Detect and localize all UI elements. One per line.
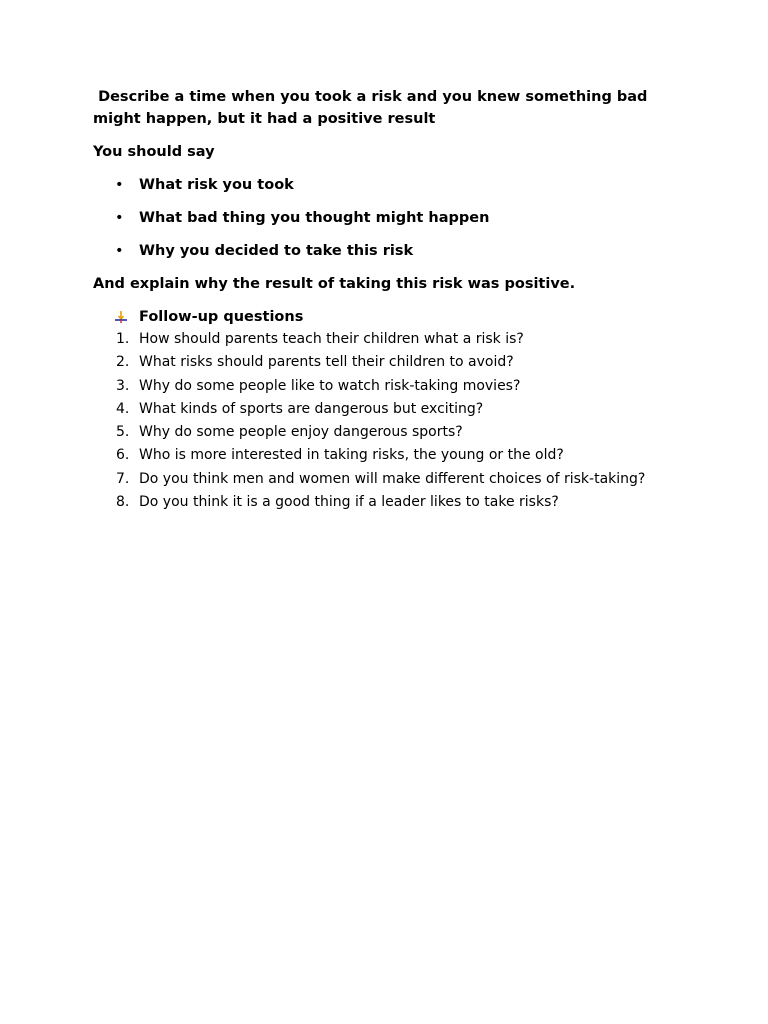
question-number: 1.: [116, 331, 130, 347]
question-text: Do you think men and women will make different choices of risk-taking?: [139, 470, 646, 487]
question-number: 4.: [116, 400, 130, 417]
question-text: How should parents teach their children what a risk is?: [139, 331, 524, 347]
list-item: [93, 375, 693, 398]
followup-heading: [93, 306, 693, 328]
list-item: [93, 328, 693, 351]
bullet-text: What risk you took: [139, 177, 294, 193]
followup-heading-text: Follow-up questions: [139, 309, 304, 325]
you-should-say-label: You should say: [93, 144, 215, 160]
list-item: [93, 444, 693, 467]
list-item: [93, 207, 693, 229]
question-number: 8.: [116, 494, 130, 511]
list-item: [93, 240, 693, 262]
question-number: 3.: [116, 377, 130, 394]
document-page: [93, 86, 693, 514]
question-number: 6.: [116, 447, 130, 464]
question-number: 2.: [116, 354, 130, 371]
question-text: Why do some people like to watch risk-taking movies?: [139, 377, 521, 394]
cue-card-title: Describe a time when you took a risk and you knew something bad might happen, but it had a positive result: [93, 89, 653, 127]
list-item: [93, 398, 693, 421]
question-number: 7.: [116, 470, 130, 487]
list-item: [93, 468, 693, 491]
question-text: What kinds of sports are dangerous but exciting?: [139, 400, 484, 417]
explain-line: And explain why the result of taking this risk was positive.: [93, 276, 576, 292]
list-item: [93, 421, 693, 444]
question-text: Do you think it is a good thing if a leader likes to take risks?: [139, 494, 559, 511]
prompt-bullet-list: [93, 174, 693, 262]
bullet-text: Why you decided to take this risk: [139, 243, 414, 259]
followup-question-list: [93, 328, 693, 514]
question-number: 5.: [116, 424, 130, 441]
bullet-icon: •: [115, 210, 124, 226]
bullet-text: What bad thing you thought might happen: [139, 210, 490, 226]
question-text: Why do some people enjoy dangerous sports?: [139, 424, 463, 441]
arrow-bullet-icon: [115, 311, 127, 323]
list-item: [93, 491, 693, 514]
bullet-icon: •: [115, 243, 124, 259]
list-item: [93, 351, 693, 374]
bullet-icon: •: [115, 177, 124, 193]
question-text: Who is more interested in taking risks, the young or the old?: [139, 447, 564, 464]
list-item: [93, 174, 693, 196]
question-text: What risks should parents tell their children to avoid?: [139, 354, 514, 371]
